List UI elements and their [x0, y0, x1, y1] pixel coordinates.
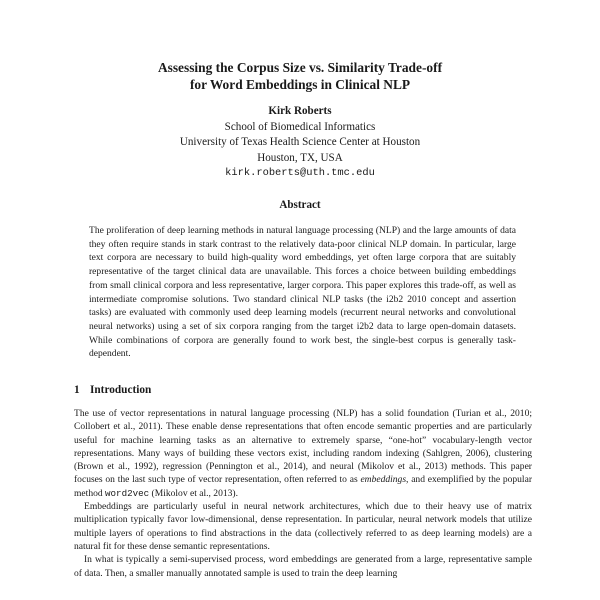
author-affiliation-school: School of Biomedical Informatics — [224, 120, 376, 133]
abstract-heading: Abstract — [279, 199, 321, 211]
author-location: Houston, TX, USA — [257, 151, 343, 164]
intro-p1-part-c: (Mikolov et al., 2013). — [149, 487, 238, 499]
intro-paragraph-3: In what is typically a semi-supervised process, word embeddings are generated from a large, representative sample of data. Then, a smaller manually annotated sample is used to train the deep learning — [74, 554, 532, 579]
intro-paragraph-2: Embeddings are particularly useful in neural network architectures, which due to their heavy use of matrix multiplication typically favor low-dimensional, dense representation. In particular, neural network models that utilize multiple layers of operations to find abstractions in the data (collectively referred to as deep learning models) are a natural fit for these dense semantic representations. — [74, 501, 532, 552]
section-title: Introduction — [90, 384, 152, 396]
abstract-text: The proliferation of deep learning methods in natural language processing (NLP) and the large amounts of data they often require stands in stark contrast to the relatively data-poor clinical NLP domain. In particular, large text corpora are necessary to build high-quality word embeddings, yet often large corpora that are suitably representative of the target clinical data are unavailable. This forces a choice between building embeddings from small clinical corpora and less representative, larger corpora. This paper explores this trade-off, as well as intermediate compromise solutions. Two standard clinical NLP tasks (the i2b2 2010 concept and assertion tasks) are evaluated with commonly used deep learning models (recurrent neural networks and convolutional neural networks) using a set of six corpora ranging from the target i2b2 data to large open-domain datasets. While combinations of corpora are generally found to work best, the single-best corpus is generally task-dependent. — [89, 225, 516, 360]
section-number: 1 — [74, 384, 80, 396]
section-heading-introduction — [74, 384, 151, 396]
author-email: kirk.roberts@uth.tmc.edu — [225, 167, 375, 179]
intro-p1-part-b: , and exemplified by the popular method — [74, 474, 533, 499]
intro-paragraph-1 — [74, 407, 532, 500]
intro-p1-emphasis: embeddings — [360, 474, 407, 486]
introduction-body — [74, 407, 532, 580]
paper-title — [0, 59, 600, 93]
title-line-2: for Word Embeddings in Clinical NLP — [189, 77, 411, 92]
author-affiliation-university: University of Texas Health Science Center at Houston — [179, 136, 421, 148]
author-block — [0, 104, 600, 182]
intro-p1-part-a: The use of vector representations in natural language processing (NLP) has a solid foundation (Turian et al., 2010; Collobert et al., 2011). These enable dense representations that often encode semantic properties and are particularly useful for machine learning tasks as an alternative to extremely sparse, “one-hot” vocabulary-length vector representations. Many ways of building these vectors exist, including random indexing (Sahlgren, 2006), clustering (Brown et al., 1992), regression (Pennington et al., 2014), and neural (Mikolov et al., 2013) methods. This paper focuses on the last such type of vector representation, often referred to as — [74, 408, 532, 486]
intro-p1-code: word2vec — [105, 487, 150, 499]
author-name: Kirk Roberts — [268, 105, 332, 117]
title-line-1: Assessing the Corpus Size vs. Similarity Trade-off — [157, 60, 443, 75]
